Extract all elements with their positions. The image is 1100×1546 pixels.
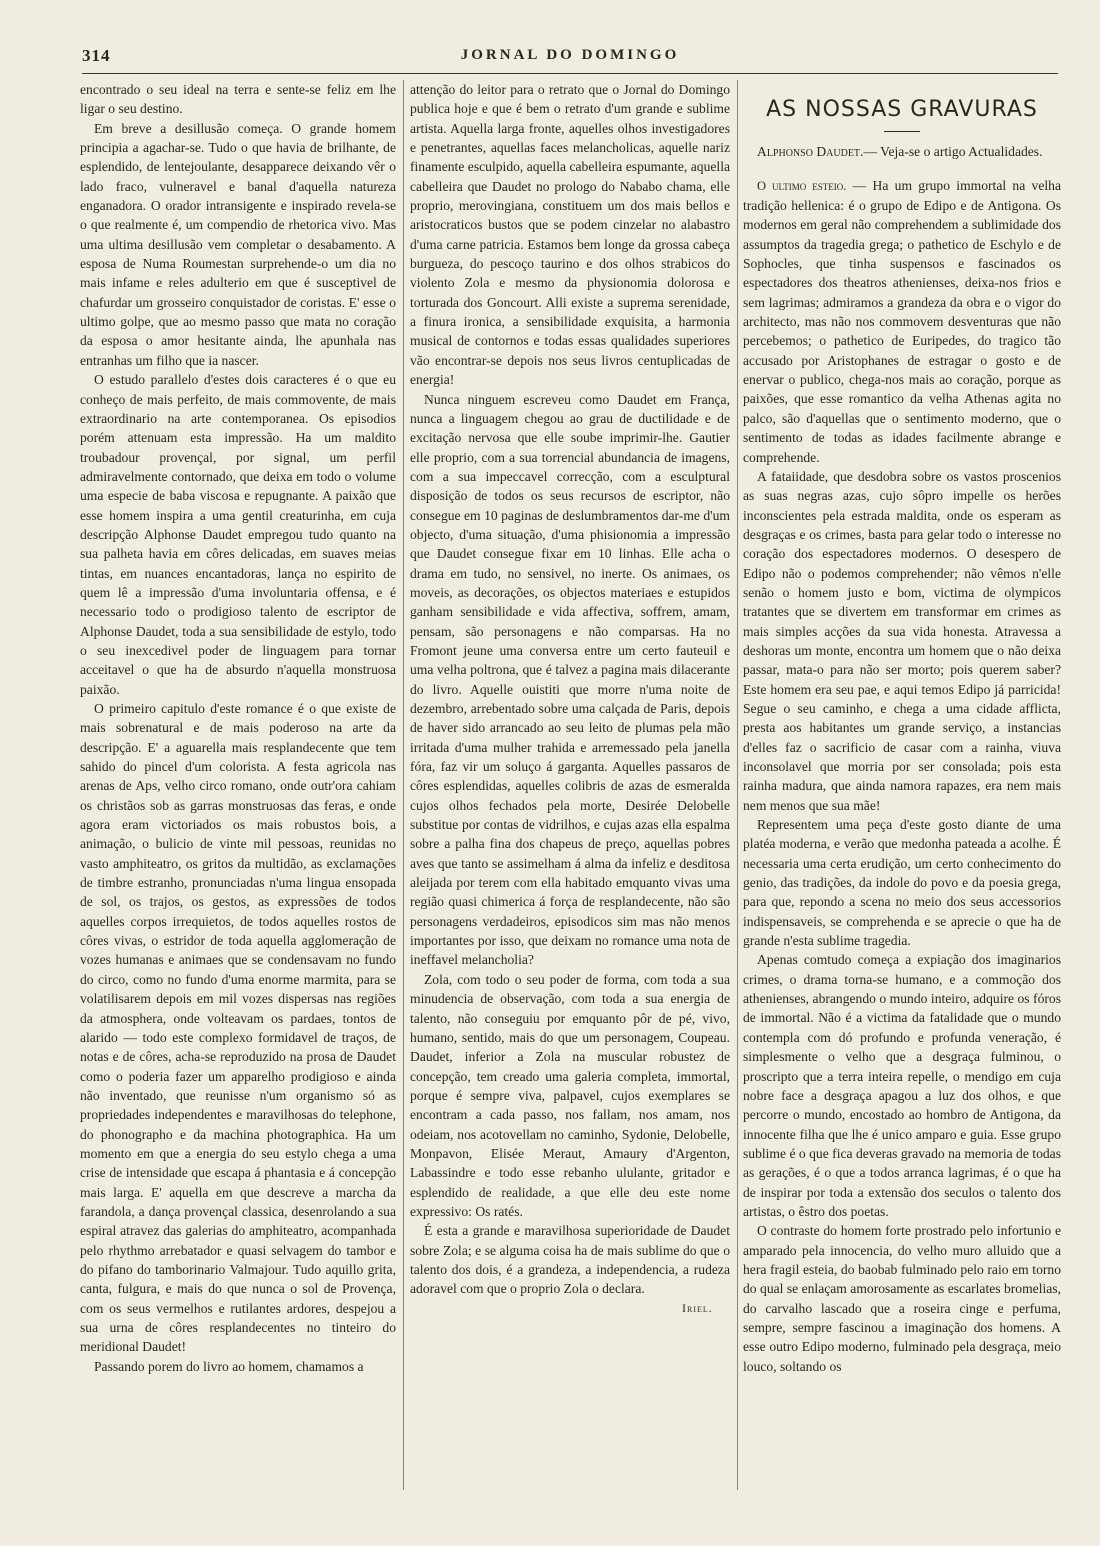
paragraph: A fataiidade, que desdobra sobre os vastos proscenios as suas negras azas, cujo sôpro impelle os herões inconscientes pela estrada maldita, onde os esperam as desgraças e os crimes, basta para gelar todo o interesse no coração dos espectadores modernos. O desespero de Edipo não o podemos comprehender; não vêmos n'elle senão o homem justo e bom, victima de olympicos tratantes que se divertem em transformar em crimes as mais simples acções da sua vida honesta. Atravessa a deshoras um monte, encontra um homem que o não deixa passar, mata-o para não ser morto; pois querem saber? Este homem era seu pae, e aqui temos Edipo já parricida! Segue o seu caminho, e chega a uma cidade afflicta, presta aos habitantes um grande serviço, a instancias d'elles faz o sacrificio de casar com a rainha, viuva inconsolavel que morria por ser consolada; pois esta rainha madura, que ainda namora rapazes, era nem mais nem menos que sua mãe!: [743, 468, 1061, 813]
paragraph: O primeiro capitulo d'este romance é o que existe de mais sobrenatural e de mais poderoso na arte da descripção. E' a aguarella mais resplandecente que tem sahido do pincel d'um colorista. A festa agricola nas arenas de Aps, velho circo romano, onde outr'ora cahiam os christãos sob as garras monstruosas das feras, e onde agora eram victoriados os mais robustos bois, a animação, o bulicio de vinte mil pessoas, reunidas no vasto amphiteatro, os gritos da multidão, as exclamações de timbre estranho, pronunciadas n'uma lingua ensopada de sol, os trajos, os gestos, as expressões de todos aquelles corpos irrequietos, de todos aquelles rostos de côres vivas, o estridor de toda aquella agglomeração de vozes humanas e animaes que se condensavam no fundo do circo, como no fundo d'uma enorme marmita, para se volatilisarem depois em mil vozes dispersas nas regiões da atmosphera, onde volteavam os pardaes, tontos de alarido — todo este complexo formidavel de traços, de notas e de côres, acha-se reproduzido na prosa de Daudet como o poderia fazer um apparelho prodigioso e ainda não inventado, que reunisse n'um organismo só as propriedades independentes e maravilhosas do telephone, do phonographo e da machina photographica. Ha um momento em que a energia do seu estylo chega a uma crise de intensidade que escapa á phantasia e á concepção mais larga. E' aquella em que descreve a marcha da farandola, a dança provençal classica, desenrolando a sua espiral atravez das galerias do amphiteatro, acompanhada pelo rhythmo arrebatador e quasi selvagem do tambor e do pifano do tamborinario Valmajour. Tudo aquillo grita, canta, fulgura, e mais do que nunca o sol de Provença, com os seus vermelhos e rutilantes ardores, despejou a sua urna de côres resplandecentes no tinteiro do meridional Daudet!: [80, 701, 396, 1355]
paragraph: [743, 176, 1061, 467]
paragraph: Em breve a desillusão começa. O grande homem principia a agachar-se. Tudo o que havia de brilhante, de esplendido, de lentejoulante, desapparece deixando vêr o lado fraco, vulneravel e banal d'aquella natureza enganadora. O orador intransigente e inspirado revela-se o que realmente é, um compendio de rhetorica vivo. Mas uma ultima desillusão vem completar o desabamento. A esposa de Numa Roumestan surprehende-o um dia no mais infame e reles adulterio em que é susceptivel de chafurdar um grosseiro conquistador de coristas. E' esse o ultimo golpe, que ao mesmo passo que mata no coração da esposa o amor hesitante ainda, lhe apunhala nas entranhas um filho que ia nascer.: [80, 120, 396, 368]
lead-label: O ultimo esteio.: [757, 178, 847, 193]
engraving-caption: [743, 142, 1061, 161]
section-divider: [884, 131, 920, 132]
journal-title: JORNAL DO DOMINGO: [460, 47, 680, 63]
paragraph: Nunca ninguem escreveu como Daudet em França, nunca a linguagem chegou ao grau de ductilidade e de excitação nervosa que elle soube imprimir-lhe. Gautier elle proprio, com a sua torrencial abundancia de imagens, com a sua impeccavel correcção, com a esculptural disposição de todos os seus recursos de escriptor, não consegue em 10 paginas de deslumbramentos dar-me d'um objecto, d'uma situação, d'uma phisionomia a impressão que Daudet consegue fixar em 10 linhas. Elle acha o drama em tudo, no sensivel, no inerte. Os animaes, os moveis, as decorações, os objectos materiaes e estupidos ganham sensibilidade e vida affectiva, soffrem, amam, pensam, são personagens e não comparsas. Ha no Fromont jeune uma conversa entre um certo fauteuil e uma velha poltrona, que é talvez a pagina mais dilacerante do livro. Aquelle ouistiti que morre n'uma noite de dezembro, arrebentado sobre uma calçada de Paris, depois de haver sido arrancado ao seu leito de plumas pela mão irritada d'uma mulher trahida e arremessado pela janella fóra, faz vir um soluço á garganta. Aquelles passaros de côres esplendidas, aquelles colibris de azas de esmeralda cujos olhos fechados pela morte, Desirée Delobelle substitue por contas de vidrilhos, e cujas azas ella espalma sobre a palha fina dos chapeus de preço, aquellas pobres aves que tanto se assimelham á alma da infeliz e desditosa aleijada por terem com ella habitado emquanto vivas uma região quasi chimerica á força de resplandecente, não são personagens verdadeiros, episodicos sim mas não menos importantes por isso, que deixam no romance uma nota de ineffavel melancholia?: [410, 391, 730, 968]
spacer: [743, 162, 1061, 176]
page-number: 314: [82, 46, 111, 65]
column-divider: [737, 80, 738, 1490]
page-header: [82, 44, 1058, 72]
section-heading: AS NOSSAS GRAVURAS: [766, 97, 1038, 122]
paragraph: Apenas comtudo começa a expiação dos imaginarios crimes, o drama torna-se humano, e a commoção dos athenienses, abrangendo o mundo inteiro, adquire os fóros de immortal. Não é a victima da fatalidade que o mundo contempla com dó profundo e profunda veneração, é simplesmente o velho que a desgraça fulminou, o proscripto que a terra inteira repelle, o mendigo em cuja nobre face a desgraça apagou a luz dos olhos, e que percorre o mundo, encostado ao hombro de Antigona, da innocente filha que lhe é unico amparo e guia. Esse grupo sublime é o que fica deveras gravado na memoria de todas as gerações, é o que a todos arranca lagrimas, é o que ha de inspirar por toda a extensão dos seculos o talento dos artistas, o êstro dos poetas.: [743, 952, 1061, 1219]
author-signature: Iriel.: [682, 1300, 713, 1315]
paragraph: O estudo parallelo d'estes dois caracteres é o que eu conheço de mais perfeito, de mais commovente, de mais extraordinario na arte contemporanea. Os episodios porém attenuam esta impressão. Ha um maldito troubadour provençal, por signal, um perfil admiravelmente contornado, que deixa em todo o volume uma especie de baba viscosa e repugnante. A paixão que esse homem inspira a uma gentil creaturinha, em cuja descripção Alphonse Daudet empregou tudo quanto na sua palheta havia em côres delicadas, em suaves meias tintas, em nuances encantadoras, lança no espirito de quem lê a impressão d'uma involuntaria offensa, e é necessario todo o prodigioso talento de escriptor de Alphonse Daudet, toda a sua sensibilidade de estylo, todo o seu inexcedivel poder de linguagem para tornar acceitavel o que ha de absurdo n'aquella monstruosa paixão.: [80, 372, 396, 697]
caption-label: Alphonso Daudet.: [757, 144, 864, 160]
paragraph-text: — Ha um grupo immortal na velha tradição hellenica: é o grupo de Edipo e de Antigona. Os modernos em geral não comprehendem a sublimidade dos assumptos da tragedia grega; o pathetico de Eschylo e de Sophocles, que tinha suspensos e fascinados os espectadores dos theatros athenienses, deixa-nos frios e sem lagrimas; admiramos a grandeza da obra e o vigor do architecto, mas não nos commovem desventuras que não percebemos; o pathetico de Euripedes, do tragico tão accusado por Aristophanes de estragar o gosto e de enervar o publico, chega-nos mais ao coração, porque as paixões, que esse romantico da velha Athenas agita no palco, são d'aquellas que o sentimento moderno, que o sentimento de todas as idades facilmente abrange e comprehende.: [743, 177, 1061, 465]
paragraph: Passando porem do livro ao homem, chamamos a: [94, 1358, 364, 1374]
article-column-2: [410, 80, 730, 1520]
paragraph: Representem uma peça d'este gosto diante de uma platéa moderna, e verão que medonha pateada a acolhe. É necessaria uma certa erudição, um certo conhecimento do genio, das tradições, da indole do povo e da poesia grega, para que, repondo a scena no meio dos seus accessorios indispensaveis, se comprehenda e se aprecie o que ha de grande n'esta sublime tragedia.: [743, 817, 1061, 949]
gravuras-column: [743, 80, 1061, 1520]
paragraph: É esta a grande e maravilhosa superioridade de Daudet sobre Zola; e se alguma coisa ha de mais sublime do que o talento dos dois, é a grandeza, a independencia, a rudeza adoravel com que o proprio Zola o declara.: [410, 1223, 730, 1297]
paragraph: O contraste do homem forte prostrado pelo infortunio e amparado pela innocencia, do velho muro alluido que a hera fragil esteia, do baobab fulminado pelo raio em torno do qual se enlaçam amorosamente as escarlates bromelias, do carvalho lascado que a roseira cinge e perfuma, sempre, sempre fascinou a imaginação dos homens. A esse outro Edipo moderno, fulminado pela desgraça, meio louco, soltando os: [743, 1223, 1061, 1374]
paragraph: encontrado o seu ideal na terra e sente-se feliz em lhe ligar o seu destino.: [80, 82, 396, 117]
paragraph: attenção do leitor para o retrato que o Jornal do Domingo publica hoje e que é bem o retrato d'um grande e sublime artista. Aquella larga fronte, aquelles olhos investigadores e penetrantes, aquellas faces melancholicas, aquelle nariz finamente esculpido, aquella cabelleira espumante, aquella cabelleira que Daudet no prologo do Nababo chama, elle proprio, merovingiana, constituem um dos mais bellos e aristocraticos bustos que se podem cinzelar no alabastro d'uma carne patricia. Estamos bem longe da grossa cabeça burgueza, do pescoço taurino e dos olhos strabicos do violento Zola e mesmo da physionomia dolorosa e torturada dos Goncourt. Alli existe a suprema serenidade, a finura ironica, a sensibilidade exquisita, a harmonia musical de contornos e todas essas qualidades superiores vão encontrar-se depois nos seus livros centuplicadas de energia!: [410, 82, 730, 388]
header-rule: [82, 73, 1058, 74]
caption-text: — Veja-se o artigo Actualidades.: [863, 144, 1043, 160]
article-column-1: [80, 80, 396, 1520]
column-divider: [403, 80, 404, 1490]
paragraph: Zola, com todo o seu poder de forma, com toda a sua minudencia de observação, com toda a sua energia de talento, não conseguiu por emquanto pôr de pé, vivo, humano, sentido, mais do que um personagem, Coupeau. Daudet, inferior a Zola na muscular robustez de concepção, tem creado uma galeria completa, immortal, porque é sempre viva, palpavel, cujos exemplares se encontram a cada passo, nos fallam, nos amam, nos odeiam, nos acotovellam no caminho, Sydonie, Delobelle, Monpavon, Elisée Meraut, Amaury d'Argenton, Labassindre e todo esse rebanho ululante, gritador e esplendido de realidade, a que elle deu este nome expressivo: Os ratés.: [410, 971, 730, 1219]
